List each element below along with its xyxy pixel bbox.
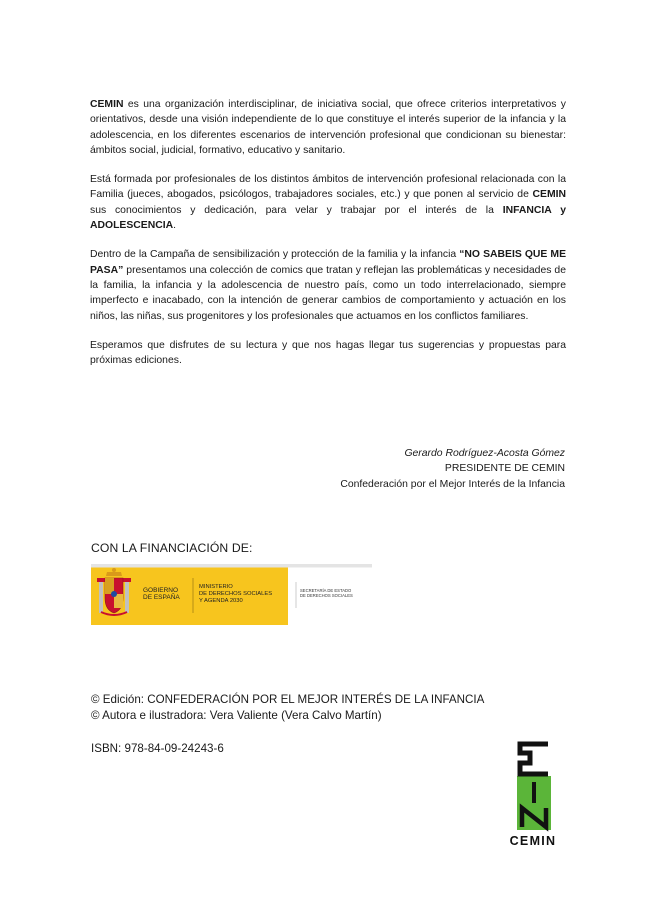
- author-credit: © Autora e ilustradora: Vera Valiente (Vera Calvo Martín): [91, 709, 382, 723]
- ministerio-line-1: MINISTERIO: [199, 584, 233, 590]
- credits-block: [91, 692, 484, 757]
- logo-wordmark: CEMIN: [509, 834, 557, 848]
- intro-paragraph-3: [90, 247, 566, 323]
- logo-c-shape: [520, 744, 548, 774]
- p1-text: es una organización interdisciplinar, de iniciativa social, que ofrece criterios interpretativos y orientativos, desde una visión independiente de lo que constituye el interés superior de la infancia y la adolescencia, en los diferentes escenarios de intervención profesional que condicionan su bienestar: ámbitos social, judicial, formativo, educativo y sanitario.: [90, 99, 566, 156]
- secretaria-line-2: DE DERECHOS SOCIALES: [300, 593, 353, 598]
- logo-i-bar: [532, 782, 536, 803]
- edition-credit: © Edición: CONFEDERACIÓN POR EL MEJOR INTERÉS DE LA INFANCIA: [91, 693, 485, 706]
- p2-text-a: Está formada por profesionales de los distintos ámbitos de intervención profesional relacionada con la Familia (jueces, abogados, psicólogos, trabajadores sociales, etc.) y que ponen al servicio de: [90, 174, 566, 201]
- cemin-logo: [500, 738, 566, 848]
- campaign-title: “NO SABEIS QUE ME PASA”: [90, 249, 566, 276]
- intro-paragraph-4: Esperamos que disfrutes de su lectura y que nos hagas llegar tus sugerencias y propuestas para próximas ediciones.: [90, 339, 566, 367]
- funding-label: CON LA FINANCIACIÓN DE:: [91, 541, 253, 555]
- gobierno-line-2: DE ESPAÑA: [143, 594, 180, 601]
- isbn: ISBN: 978-84-09-24243-6: [91, 741, 224, 755]
- ministerio-line-2: DE DERECHOS SOCIALES: [199, 591, 273, 597]
- ministerio-line-3: Y AGENDA 2030: [199, 598, 243, 604]
- intro-paragraph-2: [90, 172, 566, 233]
- signer-role: PRESIDENTE DE CEMIN: [444, 463, 565, 475]
- p2-text-b: sus conocimientos y dedicación, para velar y trabajar por el interés de la: [90, 204, 503, 216]
- ministry-banner: [91, 564, 372, 625]
- gobierno-line-1: GOBIERNO: [143, 587, 179, 594]
- cemin-strong-2: CEMIN: [532, 189, 566, 201]
- intro-text: [90, 97, 566, 382]
- signer-org: Confederación por el Mejor Interés de la Infancia: [340, 478, 565, 490]
- secretaria-line-1: SECRETARÍA DE ESTADO: [300, 588, 352, 593]
- infancia-strong: INFANCIA y ADOLESCENCIA: [90, 204, 566, 232]
- p2-text-c: .: [173, 220, 177, 232]
- cemin-strong: CEMIN: [90, 99, 124, 110]
- signer-name: Gerardo Rodríguez-Acosta Gómez: [404, 448, 565, 459]
- intro-paragraph-1: [90, 97, 566, 158]
- p3-text-a: Dentro de la Campaña de sensibilización y protección de la familia y la infancia: [90, 249, 460, 261]
- signature-block: [340, 446, 565, 492]
- p3-text-b: presentamos una colección de comics que tratan y reflejan las problemáticas y necesidades de la familia, la infancia y la adolescencia de nuestro país, como un todo interrelacionado, siempre imperfecto e inacabado, con la intención de generar cambios de comportamiento y actuación en los niños, las niñas, sus progenitores y los profesionales que actuamos en los conflictos familiares.: [90, 264, 566, 322]
